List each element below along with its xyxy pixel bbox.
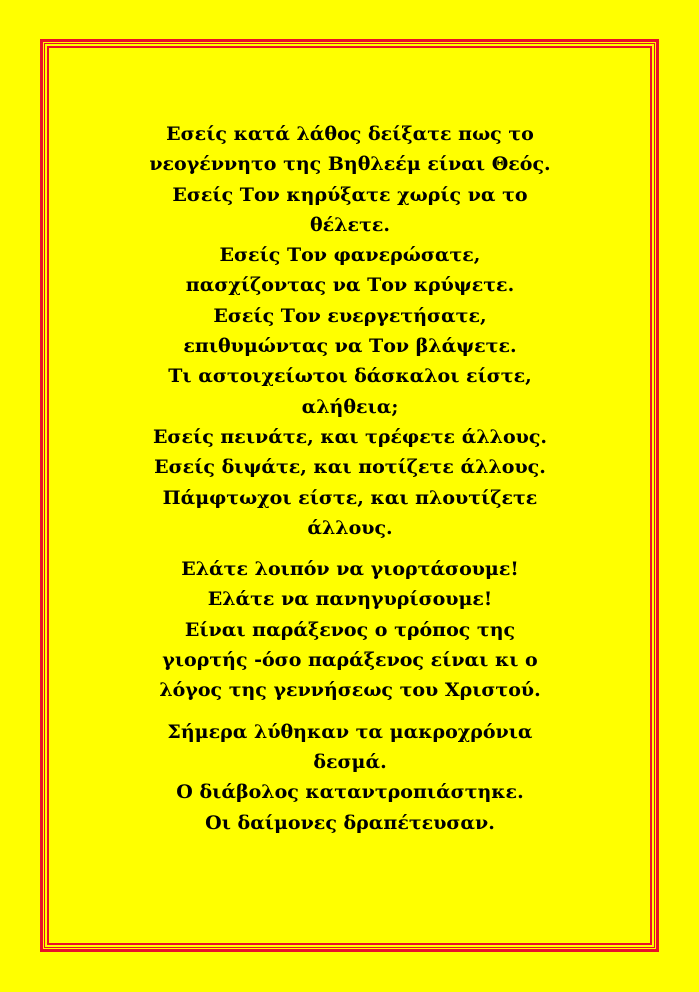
text-line: θέλετε. [309, 213, 391, 236]
text-line: νεογέννητο της Βηθλεέμ είναι Θεός. [149, 153, 551, 176]
text-line: Πάμφτωχοι είστε, και πλουτίζετε [162, 486, 538, 509]
text-line: Ελάτε να πανηγυρίσουμε! [207, 588, 493, 611]
text-line: Εσείς Τον φανερώσατε, [219, 244, 481, 267]
text-line: Ο διάβολος καταντροπιάστηκε. [176, 781, 524, 804]
text-line: Τι αστοιχείωτοι δάσκαλοι είστε, [168, 365, 532, 388]
text-line: επιθυμώντας να Τον βλάψετε. [183, 335, 517, 358]
text-line: Ελάτε λοιπόν να γιορτάσουμε! [181, 558, 519, 581]
stanza-2 [100, 554, 600, 705]
text-line: Εσείς διψάτε, και ποτίζετε άλλους. [154, 456, 546, 479]
text-line: Σήμερα λύθηκαν τα μακροχρόνια [167, 720, 533, 743]
text-line: Εσείς κατά λάθος δείξατε πως το [166, 123, 534, 145]
stanza-3 [100, 717, 600, 838]
text-line: δεσμά. [313, 750, 387, 773]
text-line: πασχίζοντας να Τον κρύψετε. [185, 274, 515, 297]
text-line: Οι δαίμονες δραπέτευσαν. [205, 811, 495, 834]
text-line: Εσείς Τον κηρύξατε χωρίς να το [172, 183, 528, 206]
poem-text [100, 119, 600, 838]
text-line: γιορτής -όσο παράξενος είναι κι ο [162, 649, 538, 672]
text-line: λόγος της γεννήσεως του Χριστού. [159, 679, 541, 702]
text-line: άλλους. [307, 516, 393, 539]
stanza-1 [100, 119, 600, 543]
text-line: Είναι παράξενος ο τρόπος της [184, 618, 516, 641]
text-line: Εσείς Τον ευεργετήσατε, [213, 304, 487, 327]
text-line: Εσείς πεινάτε, και τρέφετε άλλους. [152, 425, 548, 448]
text-line: αλήθεια; [301, 395, 399, 418]
